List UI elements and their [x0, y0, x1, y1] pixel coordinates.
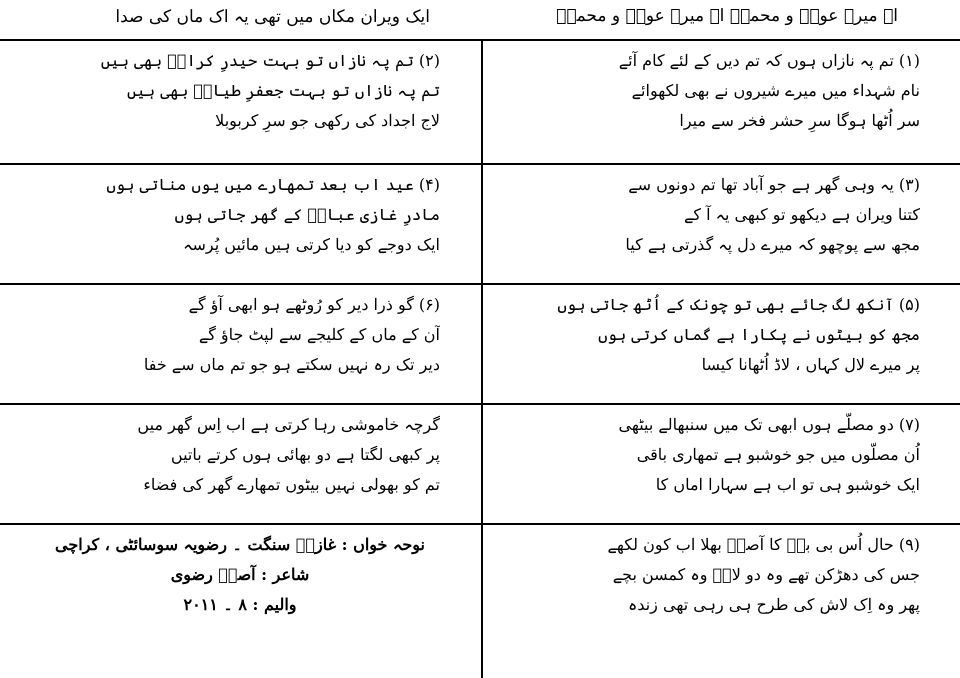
stanza-4 [10, 170, 440, 260]
header-refrain-left: ایک ویران مکاں میں تھی یہ اک ماں کی صدا [115, 7, 430, 27]
stanza-5 [490, 290, 920, 380]
stanza-line: مجھ کو بیٹوں نے پکارا ہے گماں کرتی ہوں [598, 325, 920, 344]
stanza-9 [490, 530, 920, 620]
divider-top [0, 39, 960, 41]
stanza-line: لاج اجداد کی رکھی جو سرِ کربوبلا [215, 111, 440, 130]
stanza-line: نام شہداء میں میرے شیروں نے بھی لکھوائے [631, 81, 920, 100]
stanza-line: ایک دوجے کو دیا کرتی ہیں مائیں پُرسہ [183, 235, 440, 254]
stanza-8 [10, 410, 440, 500]
stanza-line: تم پہ نازاں تو بہت جعفرِ طیارؑ بھی ہیں [126, 81, 440, 100]
stanza-line: (۱) تم پہ نازاں ہوں کہ تم دیں کے لئے کام آئے [618, 51, 920, 70]
credits-block [40, 530, 440, 620]
stanza-line: (۴) عید اب بعد تمھارے میں یوں مناتی ہوں [106, 175, 440, 194]
stanza-6 [10, 290, 440, 380]
stanza-line: مجھ سے پوچھو کہ میرے دل پہ گذرتی ہے کیا [625, 235, 920, 254]
header-row [0, 0, 960, 40]
stanza-line: جس کی دھڑکن تھے وہ دو لالؑ وہ کمسن بچے [612, 565, 920, 584]
stanza-line: مادرِ غازی عباسؑ کے گھر جاتی ہوں [174, 205, 440, 224]
divider-row-1 [0, 163, 960, 165]
stanza-line: (۵) آنکھ لگ جائے بھی تو چونک کے اُٹھ جاتی ہوں [557, 295, 920, 314]
divider-row-2 [0, 283, 960, 285]
divider-row-3 [0, 403, 960, 405]
stanza-7 [490, 410, 920, 500]
reciter-credit: نوحہ خواں : غازیؑ سنگت ۔ رضویہ سوسائٹی ، کراچی [55, 535, 425, 554]
stanza-1 [490, 46, 920, 136]
divider-row-4 [0, 523, 960, 525]
album-credit: والیم : ۸ ۔ ۲۰۱۱ [183, 595, 297, 614]
stanza-line: گرچہ خاموشی رہا کرتی ہے اب اِس گھر میں [137, 415, 440, 434]
stanza-line: (۶) گو ذرا دیر کو رُوٹھے ہو ابھی آؤ گے [188, 295, 440, 314]
stanza-line: آن کے ماں کے کلیجے سے لپٹ جاؤ گے [198, 325, 440, 344]
poet-credit: شاعر : آصفؔ رضوی [170, 565, 310, 584]
center-column-divider [481, 40, 483, 678]
stanza-line: (۹) حال اُس بی بیؑ کا آصفؔ بھلا اب کون لکھے [607, 535, 920, 554]
stanza-line: اُن مصلّوں میں جو خوشبو ہے تمھاری باقی [636, 445, 920, 464]
stanza-2 [10, 46, 440, 136]
stanza-line: پر میرے لال کہاں ، لاڈ اُٹھانا کیسا [701, 355, 920, 374]
stanza-line: (۳) یہ وہی گھر ہے جو آباد تھا تم دونوں سے [628, 175, 920, 194]
stanza-line: کتنا ویران ہے دیکھو تو کبھی یہ آ کے [684, 205, 920, 224]
stanza-3 [490, 170, 920, 260]
stanza-line: پر کبھی لگتا ہے دو بھائی ہوں کرتے باتیں [170, 445, 440, 464]
stanza-line: پھر وہ اِک لاش کی طرح ہی رہی تھی زندہ [627, 595, 920, 614]
stanza-line: ایک خوشبو ہی تو اب ہے سہارا اماں کا [655, 475, 920, 494]
stanza-line: تم کو بھولی نہیں بیٹوں تمھارے گھر کی فضاء [143, 475, 440, 494]
stanza-line: دیر تک رہ نہیں سکتے ہو جو تم ماں سے خفا [143, 355, 440, 374]
header-refrain-right: اے میرے عونؑ و محمدؑ اے میرے عونؑ و محمدؑ [556, 6, 898, 26]
stanza-line: (۲) تم پہ نازاں تو بہت حیدرِ کرارؑ بھی ہیں [100, 51, 440, 70]
stanza-line: سر اُٹھا ہوگا سرِ حشر فخر سے میرا [679, 111, 920, 130]
stanza-line: (۷) دو مصلّے ہوں ابھی تک میں سنبھالے بیٹھی [618, 415, 920, 434]
